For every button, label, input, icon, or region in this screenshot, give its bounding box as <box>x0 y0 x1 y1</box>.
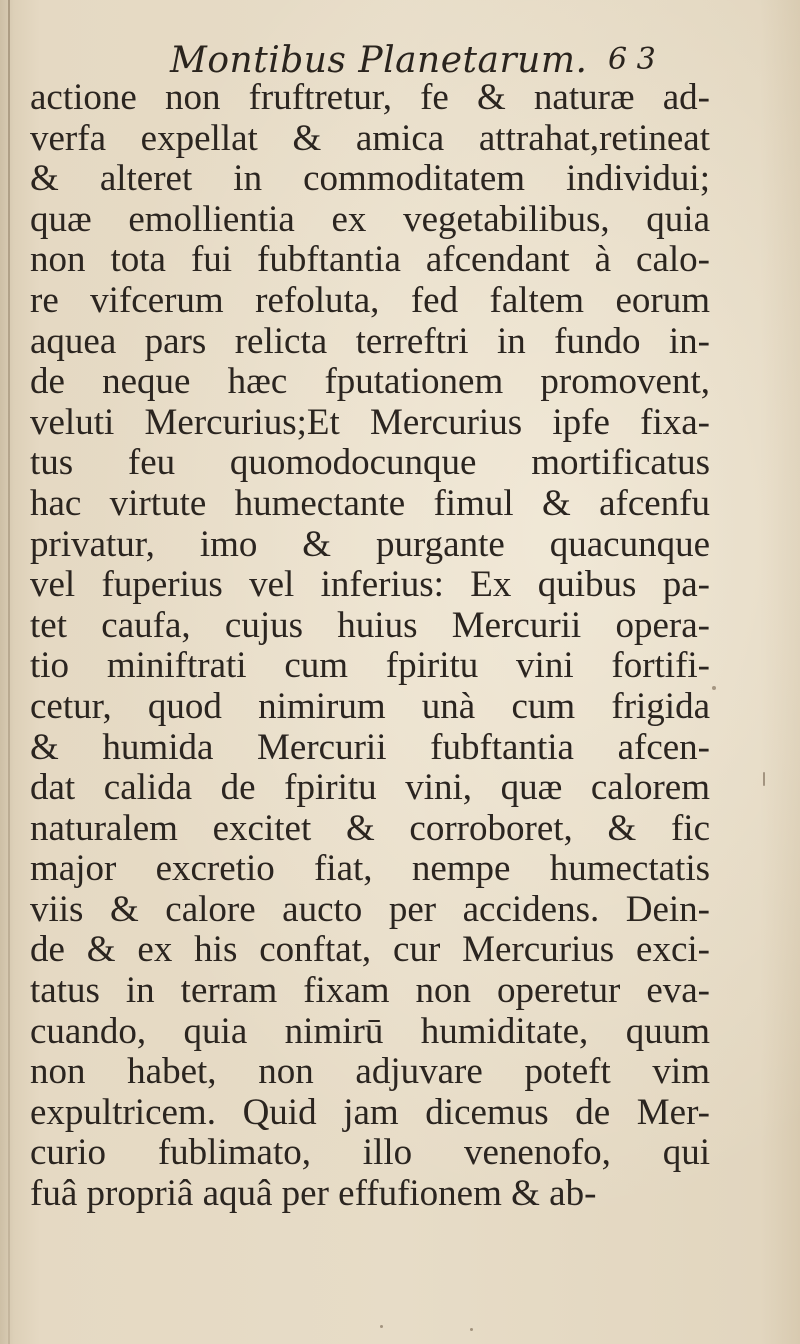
text-line: expultricem. Quid jam dicemus de Mer- <box>30 1091 710 1133</box>
text-line: major excretio fiat, nempe humectatis <box>30 848 710 890</box>
text-line: vel fuperius vel inferius: Ex quibus pa- <box>30 564 710 606</box>
text-line: hac virtute humectante fimul & afcenfu <box>30 482 710 524</box>
text-line: & humida Mercurii fubftantia afcen- <box>30 726 710 768</box>
text-line: de neque hæc fputationem promovent, <box>30 361 710 403</box>
text-line: quæ emollientia ex vegetabilibus, quia <box>30 198 710 240</box>
text-line: cuando, quia nimirū humiditate, quum <box>30 1010 710 1052</box>
text-line: verfa expellat & amica attrahat,retineat <box>30 117 710 159</box>
text-line: veluti Mercurius;Et Mercurius ipfe fixa- <box>30 401 710 443</box>
text-line: tus feu quomodocunque mortificatus <box>30 442 710 484</box>
text-line: non tota fui fubftantia afcendant à calo- <box>30 239 710 281</box>
paper-speck <box>712 686 716 690</box>
text-line: de & ex his conftat, cur Mercurius exci- <box>30 929 710 971</box>
text-line: tet caufa, cujus huius Mercurii opera- <box>30 604 710 646</box>
text-line: curio fublimato, illo venenofo, qui <box>30 1132 710 1174</box>
running-head-title: Montibus Planetarum. <box>170 40 588 81</box>
text-line: privatur, imo & purgante quacunque <box>30 523 710 565</box>
text-line: & alteret in commoditatem individui; <box>30 158 710 200</box>
page-number: 6 3 <box>608 42 656 77</box>
page-gutter-edge <box>8 0 10 1344</box>
text-line: naturalem excitet & corroboret, & fic <box>30 807 710 849</box>
text-line: actione non fruftretur, fe & naturæ ad- <box>30 77 710 118</box>
text-line: fuâ propriâ aquâ per effufionem & ab- <box>30 1173 597 1215</box>
text-line: aquea pars relicta terreftri in fundo in- <box>30 320 710 362</box>
text-line: dat calida de fpiritu vini, quæ calorem <box>30 767 710 809</box>
text-line: re vifcerum refoluta, fed faltem eorum <box>30 279 710 321</box>
paper-speck <box>380 1325 383 1328</box>
paper-speck <box>470 1328 473 1331</box>
text-line: viis & calore aucto per accidens. Dein- <box>30 888 710 930</box>
text-line: cetur, quod nimirum unà cum frigida <box>30 685 710 727</box>
paper-speck <box>763 772 765 786</box>
text-line: tatus in terram fixam non operetur eva- <box>30 970 710 1012</box>
body-text <box>30 78 710 1215</box>
text-line: non habet, non adjuvare poteft vim <box>30 1051 710 1093</box>
text-line: tio miniftrati cum fpiritu vini fortifi- <box>30 645 710 687</box>
